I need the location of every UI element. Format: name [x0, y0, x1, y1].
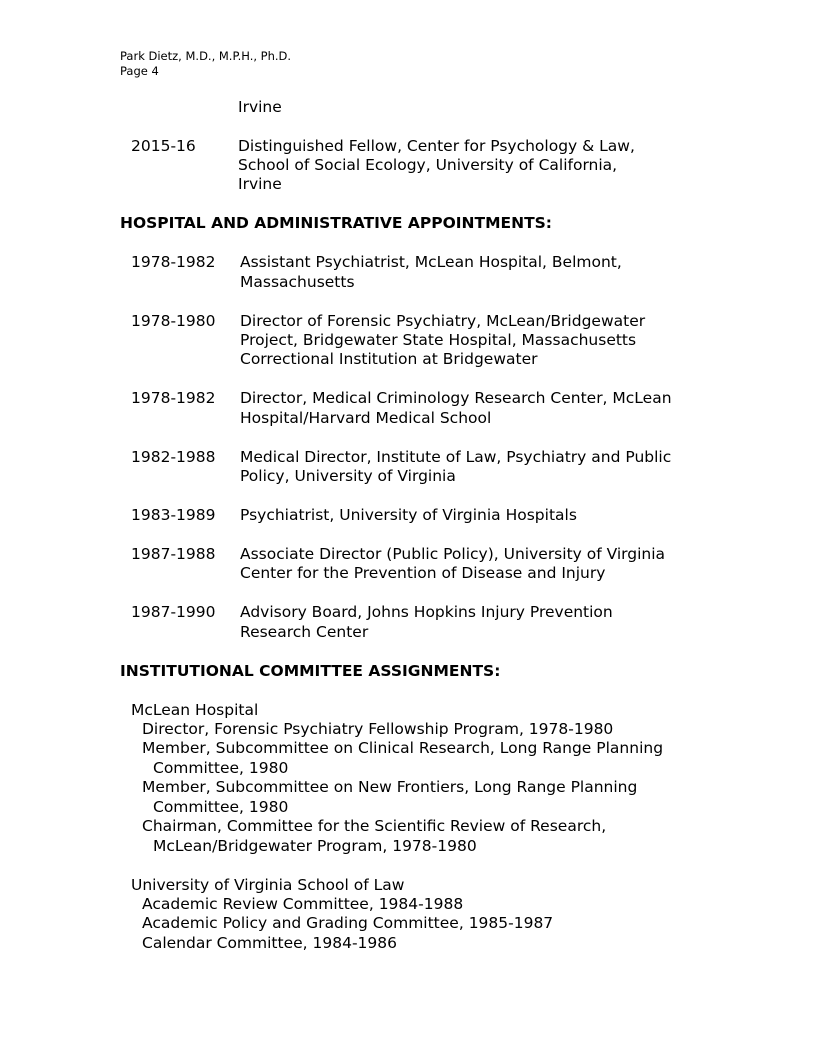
entry-text-line: Center for the Prevention of Disease and Injury — [240, 564, 606, 582]
entry-text-line: Hospital/Harvard Medical School — [240, 409, 492, 427]
committee-item-continuation: Committee, 1980 — [153, 759, 289, 777]
entry-text-line: Psychiatrist, University of Virginia Hospitals — [240, 506, 577, 524]
entry-text-line: Director, Medical Criminology Research Center, McLean — [240, 389, 672, 407]
header-name: Park Dietz, M.D., M.P.H., Ph.D. — [120, 49, 292, 63]
entry-years: 1978-1982 — [131, 389, 216, 407]
entry-years: 1987-1990 — [131, 603, 216, 621]
entry-text-line: Project, Bridgewater State Hospital, Massachusetts — [240, 331, 637, 349]
entry-text-line: Distinguished Fellow, Center for Psychology & Law, — [238, 137, 635, 155]
entry-years: 1982-1988 — [131, 448, 216, 466]
entry-text-line: Advisory Board, Johns Hopkins Injury Prevention — [240, 603, 613, 621]
committee-item: Member, Subcommittee on New Frontiers, Long Range Planning — [142, 778, 638, 796]
entry-years: 2015-16 — [131, 137, 196, 155]
entry-text-line: Director of Forensic Psychiatry, McLean/Bridgewater — [240, 312, 646, 330]
entry-years: 1983-1989 — [131, 506, 216, 524]
committee-item: Academic Review Committee, 1984-1988 — [142, 895, 464, 913]
committee-item-continuation: Committee, 1980 — [153, 798, 289, 816]
entry-text-line: Massachusetts — [240, 273, 355, 291]
header-page-number: Page 4 — [120, 64, 159, 78]
entry-years: 1987-1988 — [131, 545, 216, 563]
committee-item: Chairman, Committee for the Scientific Review of Research, — [142, 817, 607, 835]
entry-text-line: Assistant Psychiatrist, McLean Hospital, Belmont, — [240, 253, 622, 271]
committee-item: Calendar Committee, 1984-1986 — [142, 934, 398, 952]
entry-text-line: Medical Director, Institute of Law, Psychiatry and Public — [240, 448, 672, 466]
committee-institution: McLean Hospital — [131, 701, 259, 719]
committee-item: Academic Policy and Grading Committee, 1985-1987 — [142, 914, 554, 932]
committee-item-continuation: McLean/Bridgewater Program, 1978-1980 — [153, 837, 477, 855]
entry-text-line: Associate Director (Public Policy), University of Virginia — [240, 545, 666, 563]
entry-text-line: School of Social Ecology, University of California, — [238, 156, 618, 174]
section-heading-hospital: HOSPITAL AND ADMINISTRATIVE APPOINTMENTS: — [120, 214, 553, 232]
committee-item: Director, Forensic Psychiatry Fellowship Program, 1978-1980 — [142, 720, 614, 738]
continuation-text: Irvine — [238, 98, 282, 116]
entry-years: 1978-1982 — [131, 253, 216, 271]
entry-text-line: Research Center — [240, 623, 369, 641]
section-heading-committees: INSTITUTIONAL COMMITTEE ASSIGNMENTS: — [120, 662, 501, 680]
entry-text-line: Correctional Institution at Bridgewater — [240, 350, 538, 368]
committee-institution: University of Virginia School of Law — [131, 876, 405, 894]
entry-years: 1978-1980 — [131, 312, 216, 330]
committee-item: Member, Subcommittee on Clinical Research, Long Range Planning — [142, 739, 664, 757]
entry-text-line: Irvine — [238, 175, 282, 193]
entry-text-line: Policy, University of Virginia — [240, 467, 456, 485]
